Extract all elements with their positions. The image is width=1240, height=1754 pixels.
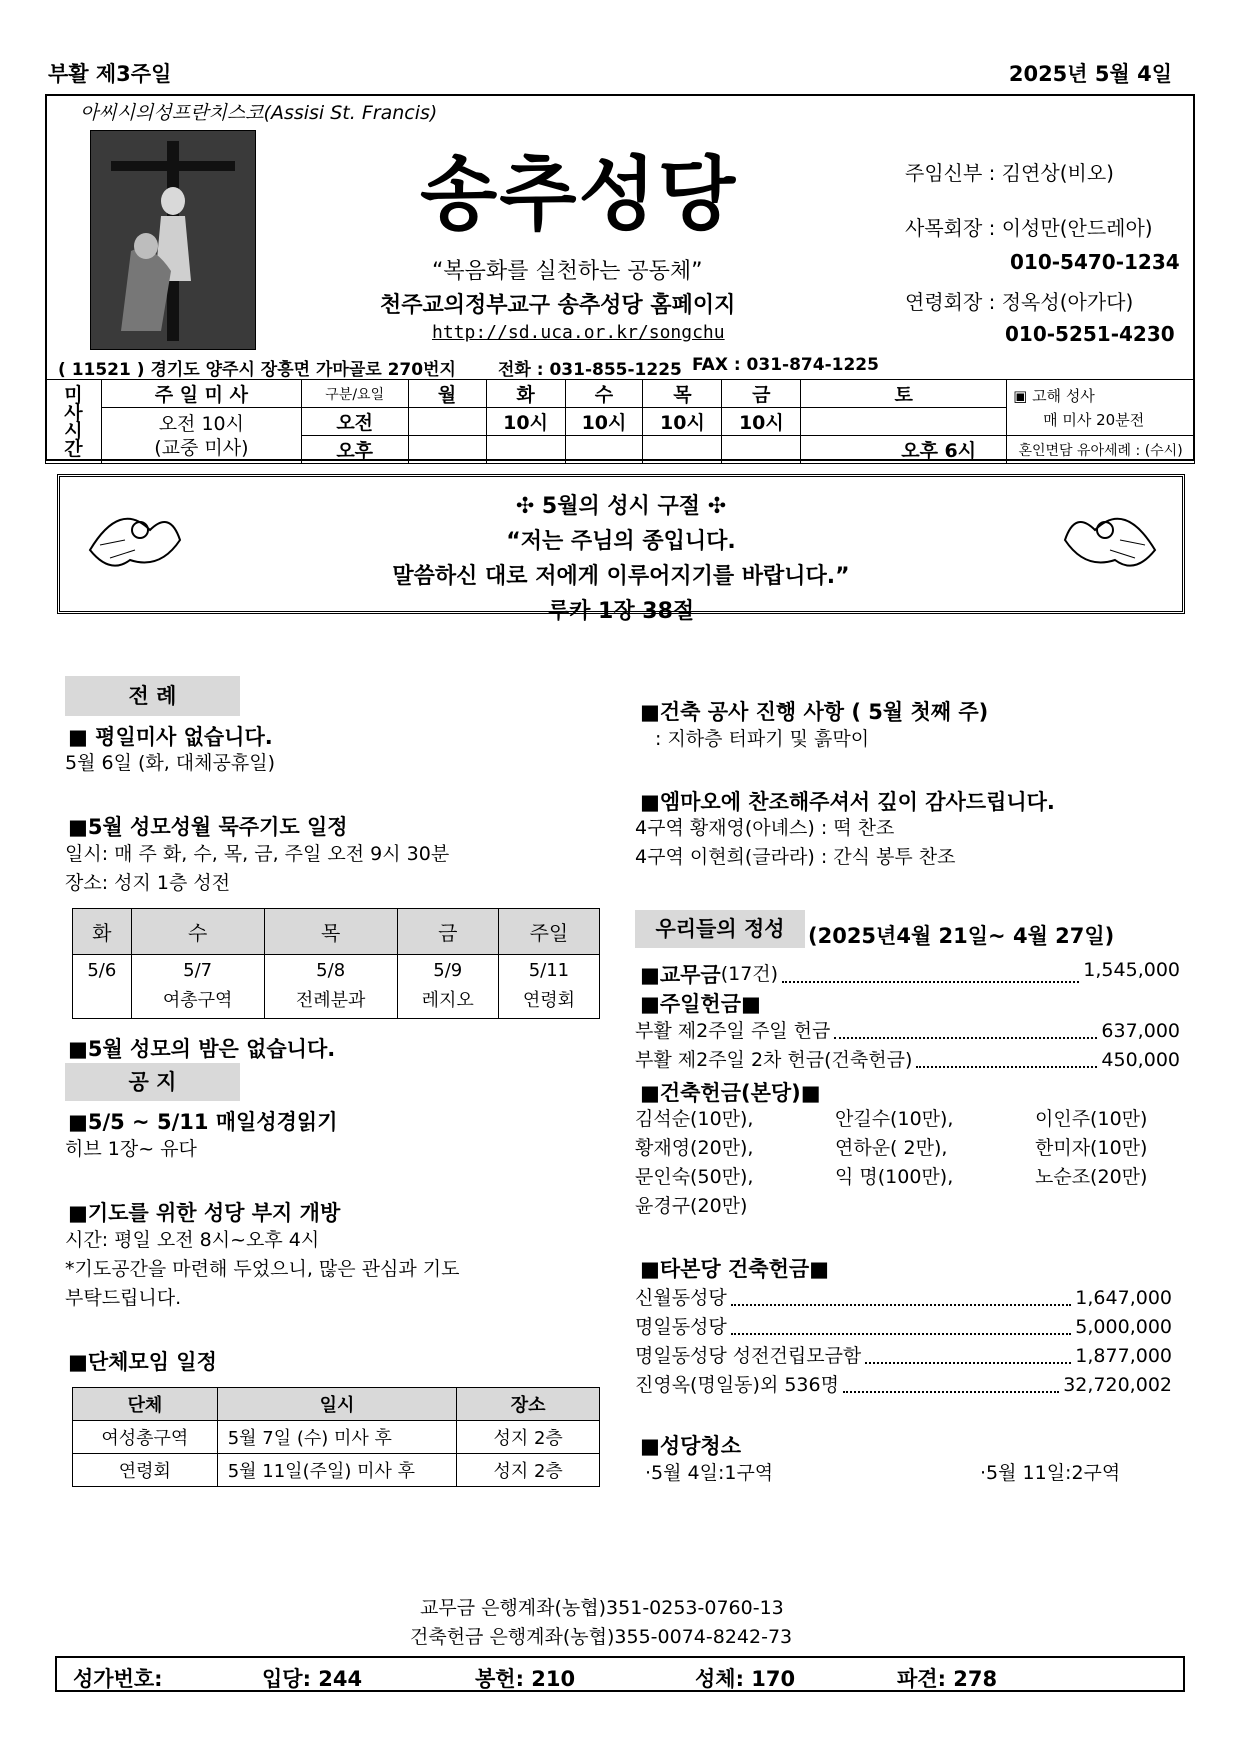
group-head-name: 단체 — [73, 1388, 218, 1421]
patron-title: 아씨시의성프란치스코(Assisi St. Francis) — [80, 102, 438, 124]
pastor: 주임신부 : 김연상(비오) — [905, 161, 1114, 185]
offering-heading: 우리들의 정성 — [635, 910, 805, 948]
homepage-link[interactable]: http://sd.uca.or.kr/songchu — [432, 322, 725, 343]
pm-tue — [486, 436, 565, 464]
group-name: 여성총구역 — [73, 1421, 218, 1454]
pm-sat: 오후 6시 — [801, 436, 1007, 464]
pm-thu — [643, 436, 722, 464]
group-place: 성지 2층 — [457, 1421, 600, 1454]
mass-side-label: 미 사 시 간 — [46, 380, 102, 464]
rosary-cell-3: 5/8 전례분과 — [264, 955, 397, 1019]
day-tue: 화 — [486, 380, 565, 408]
group-head-time: 일시 — [217, 1388, 457, 1421]
mass-schedule-table — [45, 379, 1195, 464]
sunday-mass-time: 오전 10시 (교중 미사) — [101, 408, 301, 464]
homepage-label: 천주교의정부교구 송추성당 홈페이지 — [380, 293, 736, 318]
fax: FAX : 031-874-1225 — [692, 355, 879, 375]
rosary-cell-5: 5/11 연령회 — [498, 955, 599, 1019]
cleaning-title: ■성당청소 — [640, 1434, 741, 1458]
elder-chair: 연령회장 : 정옥성(아가다) — [905, 290, 1134, 314]
building-bank-account: 건축헌금 은행계좌(농협)355-0074-8242-73 — [410, 1626, 793, 1648]
confession-info: ▣ 고해 성사 매 미사 20분전 — [1007, 380, 1195, 436]
table-row — [73, 1421, 600, 1454]
rosary-cell-2: 5/7 여총구역 — [131, 955, 264, 1019]
scripture-box — [57, 474, 1185, 624]
group-meeting-table — [72, 1387, 600, 1487]
emmaus-line1: 4구역 황재영(아녜스) : 떡 찬조 — [635, 817, 895, 839]
other-parish-row-4: 진영옥(명일동)외 536명 32,720,002 — [635, 1371, 1172, 1400]
am-tue: 10시 — [486, 408, 565, 436]
table-row — [73, 1454, 600, 1487]
council-chair: 사목회장 : 이성만(안드레아) — [905, 216, 1153, 240]
rosary-head-thu: 목 — [264, 909, 397, 955]
sunday-mass-head: 주 일 미 사 — [101, 380, 301, 408]
type-head: 구분/요일 — [301, 380, 408, 408]
pm-label: 오후 — [301, 436, 408, 464]
grounds-open-title: ■기도를 위한 성당 부지 개방 — [68, 1201, 341, 1225]
hymn-dismissal: 파견: 278 — [897, 1667, 998, 1691]
offering-period: (2025년4월 21일~ 4월 27일) — [808, 924, 1115, 948]
scripture-line2: 말씀하신 대로 저에게 이루어지기를 바랍니다.” — [392, 564, 850, 589]
scripture-ref: 루카 1장 38절 — [547, 599, 695, 624]
rosary-table — [72, 908, 600, 1019]
cleaning-week1: ·5월 4일:1구역 — [645, 1462, 774, 1484]
pm-mon — [408, 436, 486, 464]
scripture-line1: “저는 주님의 종입니다. — [506, 529, 736, 554]
group-name: 연령회 — [73, 1454, 218, 1487]
rosary-title: ■5월 성모성월 묵주기도 일정 — [68, 815, 348, 839]
bible-reading-title: ■5/5 ~ 5/11 매일성경읽기 — [68, 1110, 338, 1134]
scripture-title: ✣ 5월의 성시 구절 ✣ — [515, 494, 727, 519]
pm-wed — [565, 436, 643, 464]
pm-fri — [722, 436, 801, 464]
grounds-open-line1: 시간: 평일 오전 8시~오후 4시 — [65, 1229, 320, 1251]
sunday-offering-row-2: 부활 제2주일 2차 헌금(건축헌금) 450,000 — [635, 1046, 1180, 1075]
rosary-head-tue: 화 — [73, 909, 132, 955]
hymn-entrance: 입당: 244 — [262, 1667, 363, 1691]
issue-date: 2025년 5월 4일 — [1008, 62, 1172, 86]
hymn-numbers-box — [55, 1656, 1185, 1692]
rosary-cell-1: 5/6 — [73, 955, 132, 1019]
bible-reading-text: 히브 1장~ 유다 — [65, 1138, 197, 1160]
am-fri: 10시 — [722, 408, 801, 436]
day-thu: 목 — [643, 380, 722, 408]
other-parish-row-2: 명일동성당 5,000,000 — [635, 1313, 1172, 1342]
dues-amount: 1,545,000 — [1083, 959, 1180, 981]
hymn-communion: 성체: 170 — [695, 1667, 796, 1691]
emmaus-line2: 4구역 이현희(글라라) : 간식 봉투 찬조 — [635, 846, 956, 868]
group-time: 5월 11일(주일) 미사 후 — [217, 1454, 457, 1487]
building-fund-heading: ■건축헌금(본당)■ — [640, 1081, 821, 1105]
emmaus-title: ■엠마오에 찬조해주셔서 깊이 감사드립니다. — [640, 790, 1055, 814]
angel-ornament-left-icon — [80, 490, 190, 584]
hymn-offertory: 봉헌: 210 — [475, 1667, 576, 1691]
grounds-open-line3: 부탁드립니다. — [65, 1287, 182, 1309]
other-parish-heading: ■타본당 건축헌금■ — [640, 1257, 829, 1281]
motto: “복음화를 실천하는 공동체” — [432, 259, 703, 284]
dues-bank-account: 교무금 은행계좌(농협)351-0253-0760-13 — [420, 1597, 784, 1619]
no-weekday-mass-text: 5월 6일 (화, 대체공휴일) — [65, 752, 275, 774]
grounds-open-line2: *기도공간을 마련해 두었으니, 많은 관심과 기도 — [65, 1258, 460, 1280]
group-meeting-title: ■단체모임 일정 — [68, 1350, 217, 1374]
address: ( 11521 ) 경기도 양주시 장흥면 가마골로 270번지 — [58, 360, 456, 380]
group-head-place: 장소 — [457, 1388, 600, 1421]
am-mon — [408, 408, 486, 436]
rosary-head-wed: 수 — [131, 909, 264, 955]
group-time: 5월 7일 (수) 미사 후 — [217, 1421, 457, 1454]
day-fri: 금 — [722, 380, 801, 408]
no-weekday-mass-title: ■ 평일미사 없습니다. — [68, 725, 273, 749]
building-fund-list: 김석순(10만), 안길수(10만), 이인주(10만) 황재영(20만), 연하운( 2만), 한미자(10만) 문인숙(50만), 익 명(100만), 노순조(20만) 윤경구(20만) — [635, 1108, 1148, 1217]
dues-count: (17건) — [720, 963, 779, 985]
elder-phone: 010-5251-4230 — [1005, 322, 1175, 346]
am-thu: 10시 — [643, 408, 722, 436]
angel-ornament-right-icon — [1055, 490, 1165, 584]
am-label: 오전 — [301, 408, 408, 436]
rosary-head-fri: 금 — [397, 909, 498, 955]
sunday-offering-heading: ■주일헌금■ — [640, 992, 761, 1016]
rosary-head-sun: 주일 — [498, 909, 599, 955]
tel: 전화 : 031-855-1225 — [498, 360, 682, 380]
dues-label: ■교무금 — [640, 963, 721, 987]
dues-row — [640, 959, 1180, 989]
day-wed: 수 — [565, 380, 643, 408]
notice-heading: 공 지 — [65, 1063, 240, 1101]
marriage-note: 혼인면담 유아세례 : (수시) — [1007, 436, 1195, 464]
council-phone: 010-5470-1234 — [1010, 250, 1180, 274]
sunday-offering-row-1: 부활 제2주일 주일 헌금 637,000 — [635, 1017, 1180, 1046]
other-parish-row-1: 신월동성당 1,647,000 — [635, 1284, 1172, 1313]
construction-text: : 지하층 터파기 및 흙막이 — [655, 728, 870, 750]
am-wed: 10시 — [565, 408, 643, 436]
day-sat: 토 — [801, 380, 1007, 408]
mary-night-notice: ■5월 성모의 밤은 없습니다. — [68, 1037, 336, 1061]
group-place: 성지 2층 — [457, 1454, 600, 1487]
am-sat — [801, 408, 1007, 436]
hymn-label: 성가번호: — [73, 1667, 163, 1691]
day-mon: 월 — [408, 380, 486, 408]
rosary-cell-4: 5/9 레지오 — [397, 955, 498, 1019]
week-title: 부활 제3주일 — [48, 62, 172, 86]
construction-title: ■건축 공사 진행 사항 ( 5월 첫째 주) — [640, 700, 989, 724]
rosary-line1: 일시: 매 주 화, 수, 목, 금, 주일 오전 9시 30분 — [65, 843, 450, 865]
other-parish-row-3: 명일동성당 성전건립모금함 1,877,000 — [635, 1342, 1172, 1371]
rosary-line2: 장소: 성지 1층 성전 — [65, 872, 231, 894]
liturgy-heading: 전 례 — [65, 676, 240, 716]
church-name: 송추성당 — [420, 148, 738, 241]
cleaning-week2: ·5월 11일:2구역 — [980, 1462, 1121, 1484]
crucifix-image — [90, 130, 256, 350]
